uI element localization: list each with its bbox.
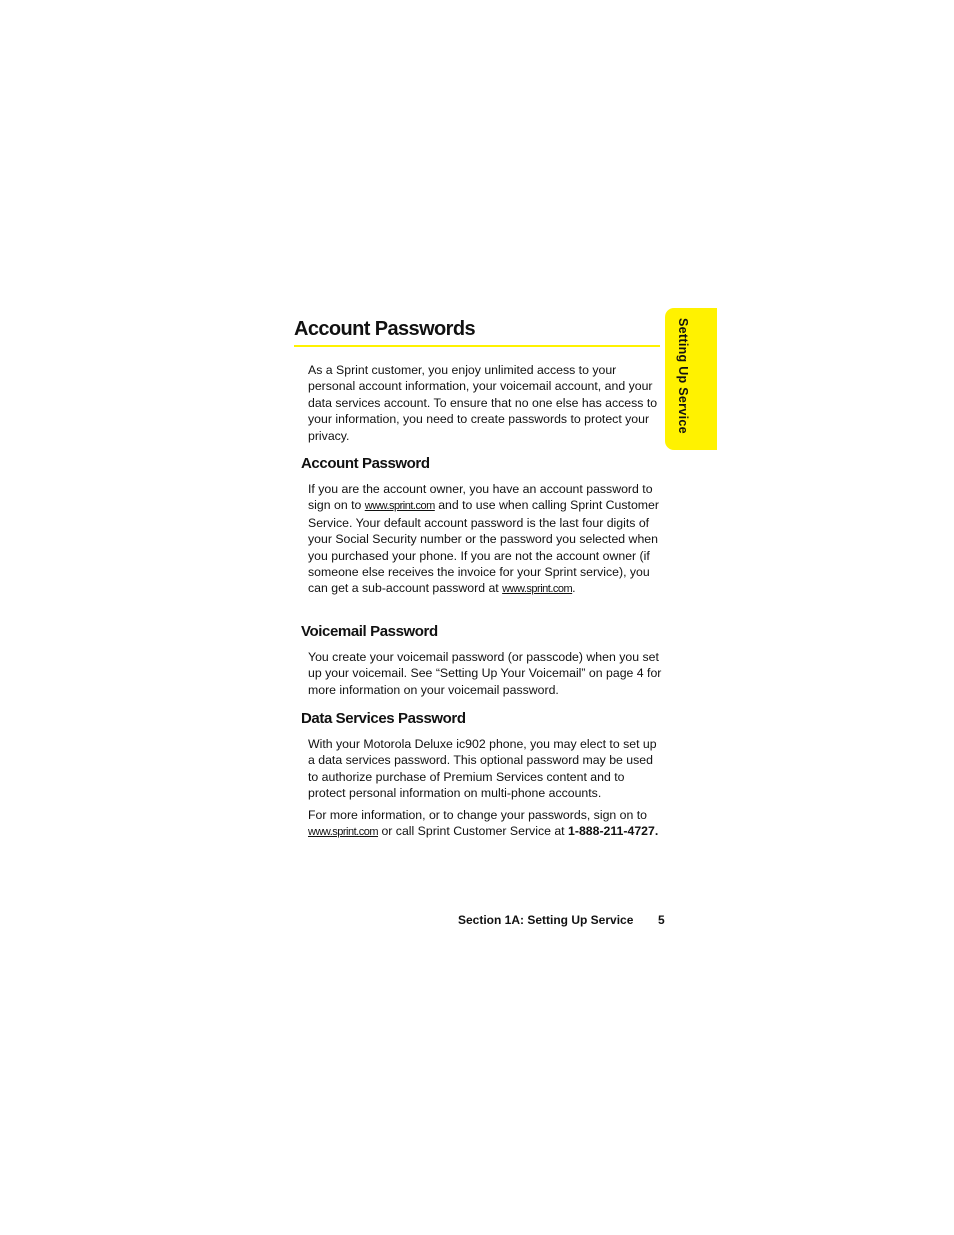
account-password-heading: Account Password <box>301 455 430 472</box>
more-information-text-1: For more information, or to change your passwords, sign on to <box>308 808 648 822</box>
more-information-paragraph <box>308 807 662 841</box>
customer-service-phone: 1-888-211-4727. <box>568 824 659 839</box>
section-side-tab-label: Setting Up Service <box>676 318 690 434</box>
sprint-website-link[interactable]: www.sprint.com <box>308 826 379 839</box>
account-password-paragraph <box>308 481 662 598</box>
voicemail-password-heading: Voicemail Password <box>301 623 438 640</box>
footer-section-title: Section 1A: Setting Up Service <box>458 913 634 927</box>
data-services-password-heading: Data Services Password <box>301 710 466 727</box>
voicemail-password-paragraph: You create your voicemail password (or passcode) when you set up your voicemail. See “Setting Up Your Voicemail” on page 4 for more information on your voicemail password. <box>308 650 662 697</box>
intro-paragraph: As a Sprint customer, you enjoy unlimited access to your personal account information, your voicemail account, and your data services account. To ensure that no one else has access to your information, you need to create passwords to protect your privacy. <box>308 363 658 443</box>
more-information-text-2: or call Sprint Customer Service at <box>378 824 569 839</box>
account-password-text-3: . <box>572 581 576 596</box>
account-password-text-2: and to use when calling Sprint Customer Service. Your default account password is the last four digits of your Social Security number or the password you selected when you purchased your phone. If you are not the account owner (if someone else receives the invoice for your Sprint service), you can get a sub-account password at <box>308 498 659 596</box>
sprint-website-link[interactable]: www.sprint.com <box>502 583 573 596</box>
sprint-website-link[interactable]: www.sprint.com <box>364 500 435 513</box>
account-password-text-1: If you are the account owner, you have an account password to sign on to <box>308 482 653 513</box>
section-side-tab <box>665 308 717 450</box>
title-underline <box>294 345 660 347</box>
data-services-password-paragraph: With your Motorola Deluxe ic902 phone, you may elect to set up a data services password. This optional password may be used to authorize purchase of Premium Services content and to protect personal information on multi-phone accounts. <box>308 737 657 801</box>
page-title: Account Passwords <box>294 318 475 340</box>
page-number: 5 <box>658 913 665 927</box>
